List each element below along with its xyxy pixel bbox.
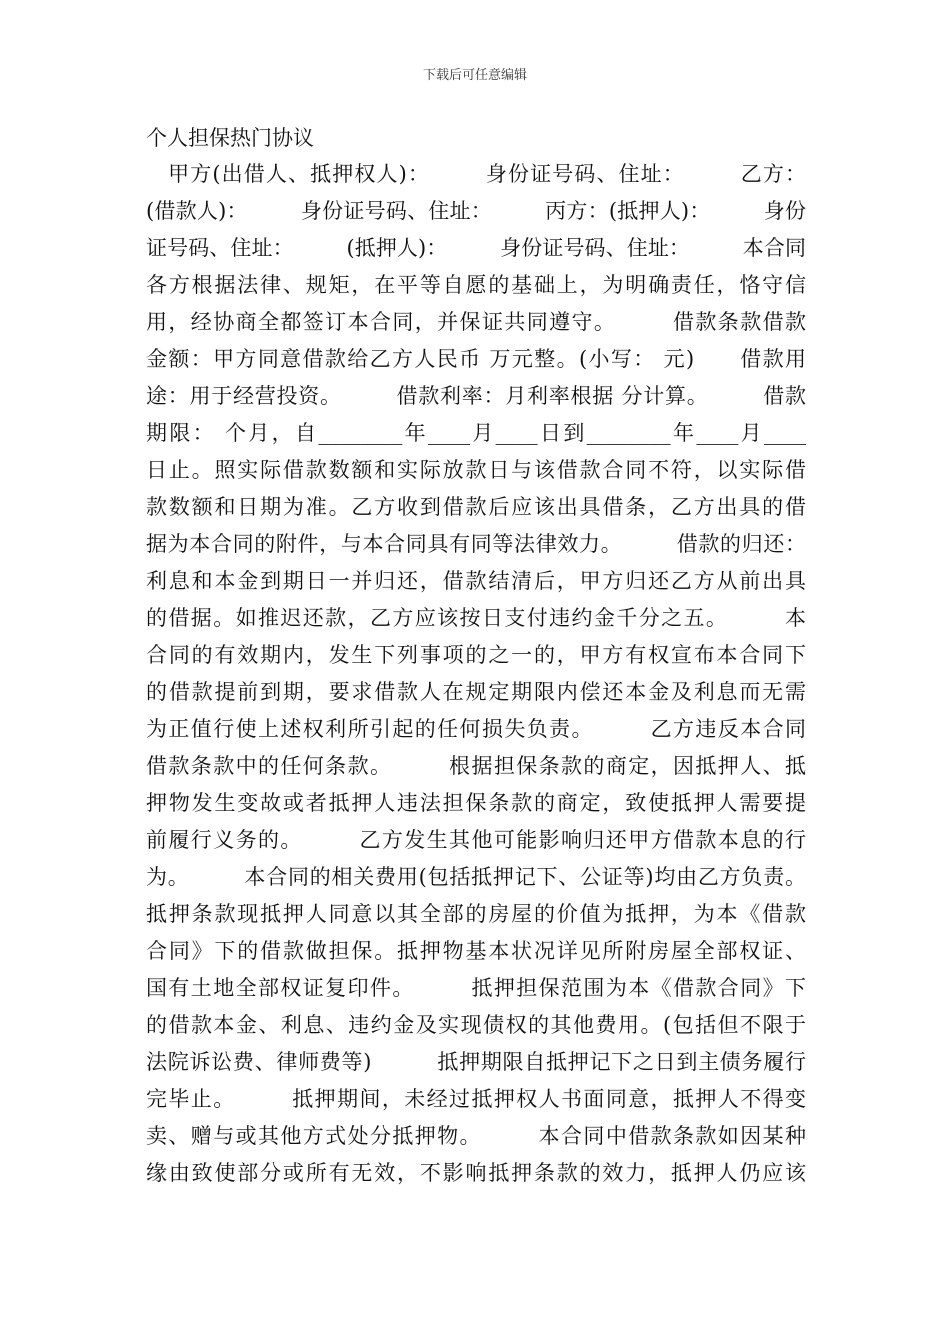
document-title: 个人担保热门协议 [146,126,314,150]
body-line: (借款人)： 身份证号码、住址： 丙方：(抵押人)： 身份 [146,199,806,223]
body-line: 前履行义务的。 乙方发生其他可能影响归还甲方借款本息的行 [146,828,806,852]
body-line: 的借款本金、利息、违约金及实现债权的其他费用。(包括但不限于 [146,1013,806,1037]
document-body [146,156,806,1192]
body-line: 日止。照实际借款数额和实际放款日与该借款合同不符，以实际借 [146,458,806,482]
body-line: 利息和本金到期日一并归还，借款结清后，甲方归还乙方从前出具 [146,569,806,593]
body-line: 完毕止。 抵押期间，未经过抵押权人书面同意，抵押人不得变 [146,1087,806,1111]
body-line: 合同的有效期内，发生下列事项的之一的，甲方有权宣布本合同下 [146,643,806,667]
body-line: 缘由致使部分或所有无效，不影响抵押条款的效力，抵押人仍应该 [146,1161,806,1185]
body-line: 期限： 个月，自________年____月____日到________年____月____ [146,421,806,445]
body-line: 为正值行使上述权利所引起的任何损失负责。 乙方违反本合同 [146,717,806,741]
body-line: 甲方(出借人、抵押权人)： 身份证号码、住址： 乙方： [146,162,806,186]
page-header: 下载后可任意编辑 [422,68,527,83]
body-line: 款数额和日期为准。乙方收到借款后应该出具借条，乙方出具的借 [146,495,806,519]
body-line: 国有土地全部权证复印件。 抵押担保范围为本《借款合同》下 [146,976,806,1000]
body-line: 合同》下的借款做担保。抵押物基本状况详见所附房屋全部权证、 [146,939,806,963]
body-line: 据为本合同的附件，与本合同具有同等法律效力。 借款的归还： [146,532,806,556]
body-line: 为。 本合同的相关费用(包括抵押记下、公证等)均由乙方负责。 [146,865,806,889]
body-line: 的借款提前到期，要求借款人在规定期限内偿还本金及利息而无需 [146,680,806,704]
body-line: 用，经协商全都签订本合同，并保证共同遵守。 借款条款借款 [146,310,806,334]
body-line: 法院诉讼费、律师费等) 抵押期限自抵押记下之日到主债务履行 [146,1050,806,1074]
body-line: 借款条款中的任何条款。 根据担保条款的商定，因抵押人、抵 [146,754,806,778]
body-line: 的借据。如推迟还款，乙方应该按日支付违约金千分之五。 本 [146,606,806,630]
body-line: 途：用于经营投资。 借款利率：月利率根据 分计算。 借款 [146,384,806,408]
body-line: 各方根据法律、规矩，在平等自愿的基础上，为明确责任，恪守信 [146,273,806,297]
body-line: 押物发生变故或者抵押人违法担保条款的商定，致使抵押人需要提 [146,791,806,815]
body-line: 卖、赠与或其他方式处分抵押物。 本合同中借款条款如因某种 [146,1124,806,1148]
body-line: 证号码、住址： (抵押人)： 身份证号码、住址： 本合同 [146,236,806,260]
body-line: 抵押条款现抵押人同意以其全部的房屋的价值为抵押，为本《借款 [146,902,806,926]
body-line: 金额：甲方同意借款给乙方人民币 万元整。(小写： 元) 借款用 [146,347,806,371]
